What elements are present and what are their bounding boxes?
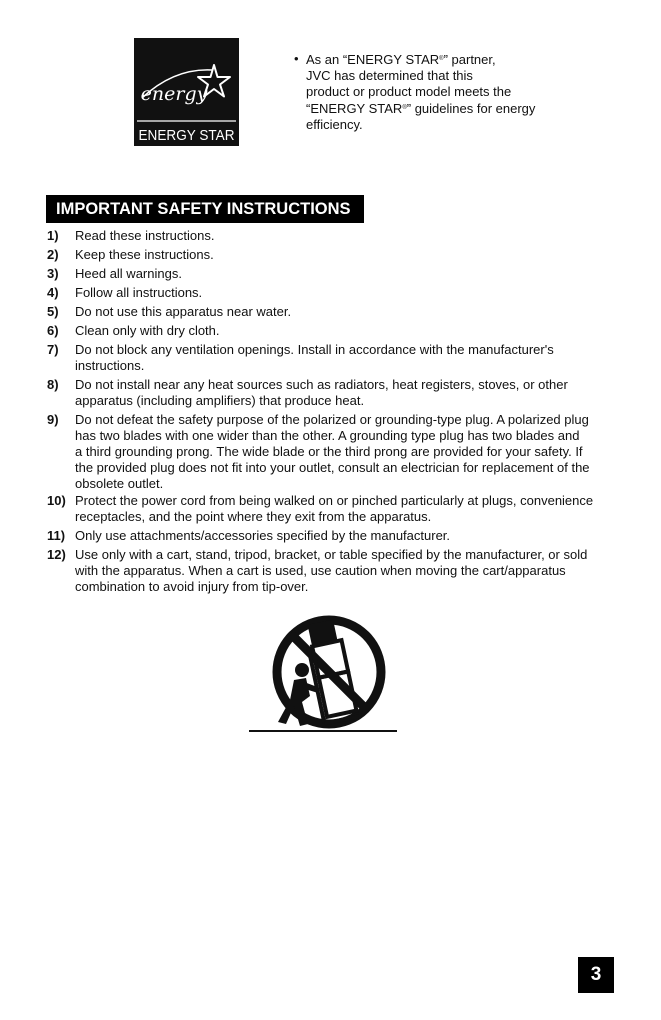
energy-star-note: [294, 51, 594, 133]
instruction-number: 2): [47, 247, 59, 262]
instruction-number: 8): [47, 377, 59, 392]
instruction-number: 4): [47, 285, 59, 300]
instruction-text: Protect the power cord from being walked on or pinched particularly at plugs, convenience: [75, 493, 594, 508]
instruction-number: 3): [47, 266, 59, 281]
instruction-item: [47, 285, 617, 301]
instruction-text: apparatus (including amplifiers) that produce heat.: [75, 393, 365, 408]
energy-star-logo-graphic: [134, 38, 239, 146]
cart-tipover-warning-icon: [248, 612, 398, 734]
instruction-item: [47, 493, 617, 525]
instruction-text: obsolete outlet.: [75, 476, 164, 491]
instruction-item: [47, 304, 617, 320]
instruction-text: Only use attachments/accessories specified by the manufacturer.: [75, 528, 451, 543]
instruction-text: receptacles, and the point where they exit from the apparatus.: [75, 509, 432, 524]
instruction-item: [47, 342, 617, 374]
instruction-number: 1): [47, 228, 59, 243]
registered-mark: ®: [439, 56, 444, 62]
instruction-text: Clean only with dry cloth.: [75, 323, 220, 338]
instruction-text: instructions.: [75, 358, 145, 373]
instruction-text: a third grounding prong. The wide blade or the third prong are provided for your safety. If: [75, 444, 583, 459]
instruction-text: has two blades with one wider than the other. A grounding type plug has two blades and: [75, 428, 580, 443]
registered-mark: ®: [402, 105, 407, 111]
instruction-text: Do not block any ventilation openings. Install in accordance with the manufacturer's: [75, 342, 554, 357]
note-line: JVC has determined that this: [306, 68, 473, 83]
instruction-item: [47, 266, 617, 282]
note-bullet: •: [294, 51, 299, 66]
page-number: 3: [578, 957, 614, 993]
instruction-number: 12): [47, 547, 66, 562]
instruction-item: [47, 547, 617, 595]
instruction-text: Use only with a cart, stand, tripod, bracket, or table specified by the manufacturer, or sold: [75, 547, 588, 562]
instruction-number: 6): [47, 323, 59, 338]
instruction-item: [47, 323, 617, 339]
instruction-item: [47, 228, 617, 244]
safety-instructions-list: [47, 228, 617, 595]
instruction-text: Do not defeat the safety purpose of the polarized or grounding-type plug. A polarized plug: [75, 412, 589, 427]
instruction-text: combination to avoid injury from tip-over.: [75, 579, 309, 594]
instruction-text: with the apparatus. When a cart is used, use caution when moving the cart/apparatus: [75, 563, 566, 578]
instruction-item: [47, 377, 617, 409]
instruction-text: Follow all instructions.: [75, 285, 203, 300]
instruction-number: 10): [47, 493, 66, 508]
instruction-item: [47, 528, 617, 544]
instruction-text: Do not use this apparatus near water.: [75, 304, 292, 319]
instruction-text: Do not install near any heat sources such as radiators, heat registers, stoves, or other: [75, 377, 568, 392]
logo-label: ENERGY STAR: [138, 127, 235, 144]
note-line: As an “ENERGY STAR®” partner,: [306, 52, 496, 67]
logo-script-word: energy: [140, 83, 208, 105]
note-line: product or product model meets the: [306, 84, 512, 99]
instruction-item: [47, 412, 617, 492]
section-title: IMPORTANT SAFETY INSTRUCTIONS: [46, 195, 364, 223]
instruction-number: 5): [47, 304, 59, 319]
instruction-number: 9): [47, 412, 59, 427]
instruction-number: 7): [47, 342, 59, 357]
note-line: efficiency.: [306, 117, 363, 132]
instruction-text: the provided plug does not fit into your outlet, consult an electrician for replacement of the: [75, 460, 590, 475]
instruction-text: Read these instructions.: [75, 228, 215, 243]
instruction-text: Keep these instructions.: [75, 247, 214, 262]
energy-star-logo: [134, 38, 239, 146]
instruction-item: [47, 247, 617, 263]
instruction-text: Heed all warnings.: [75, 266, 182, 281]
note-line: “ENERGY STAR®” guidelines for energy: [306, 101, 536, 116]
instruction-number: 11): [47, 528, 66, 543]
